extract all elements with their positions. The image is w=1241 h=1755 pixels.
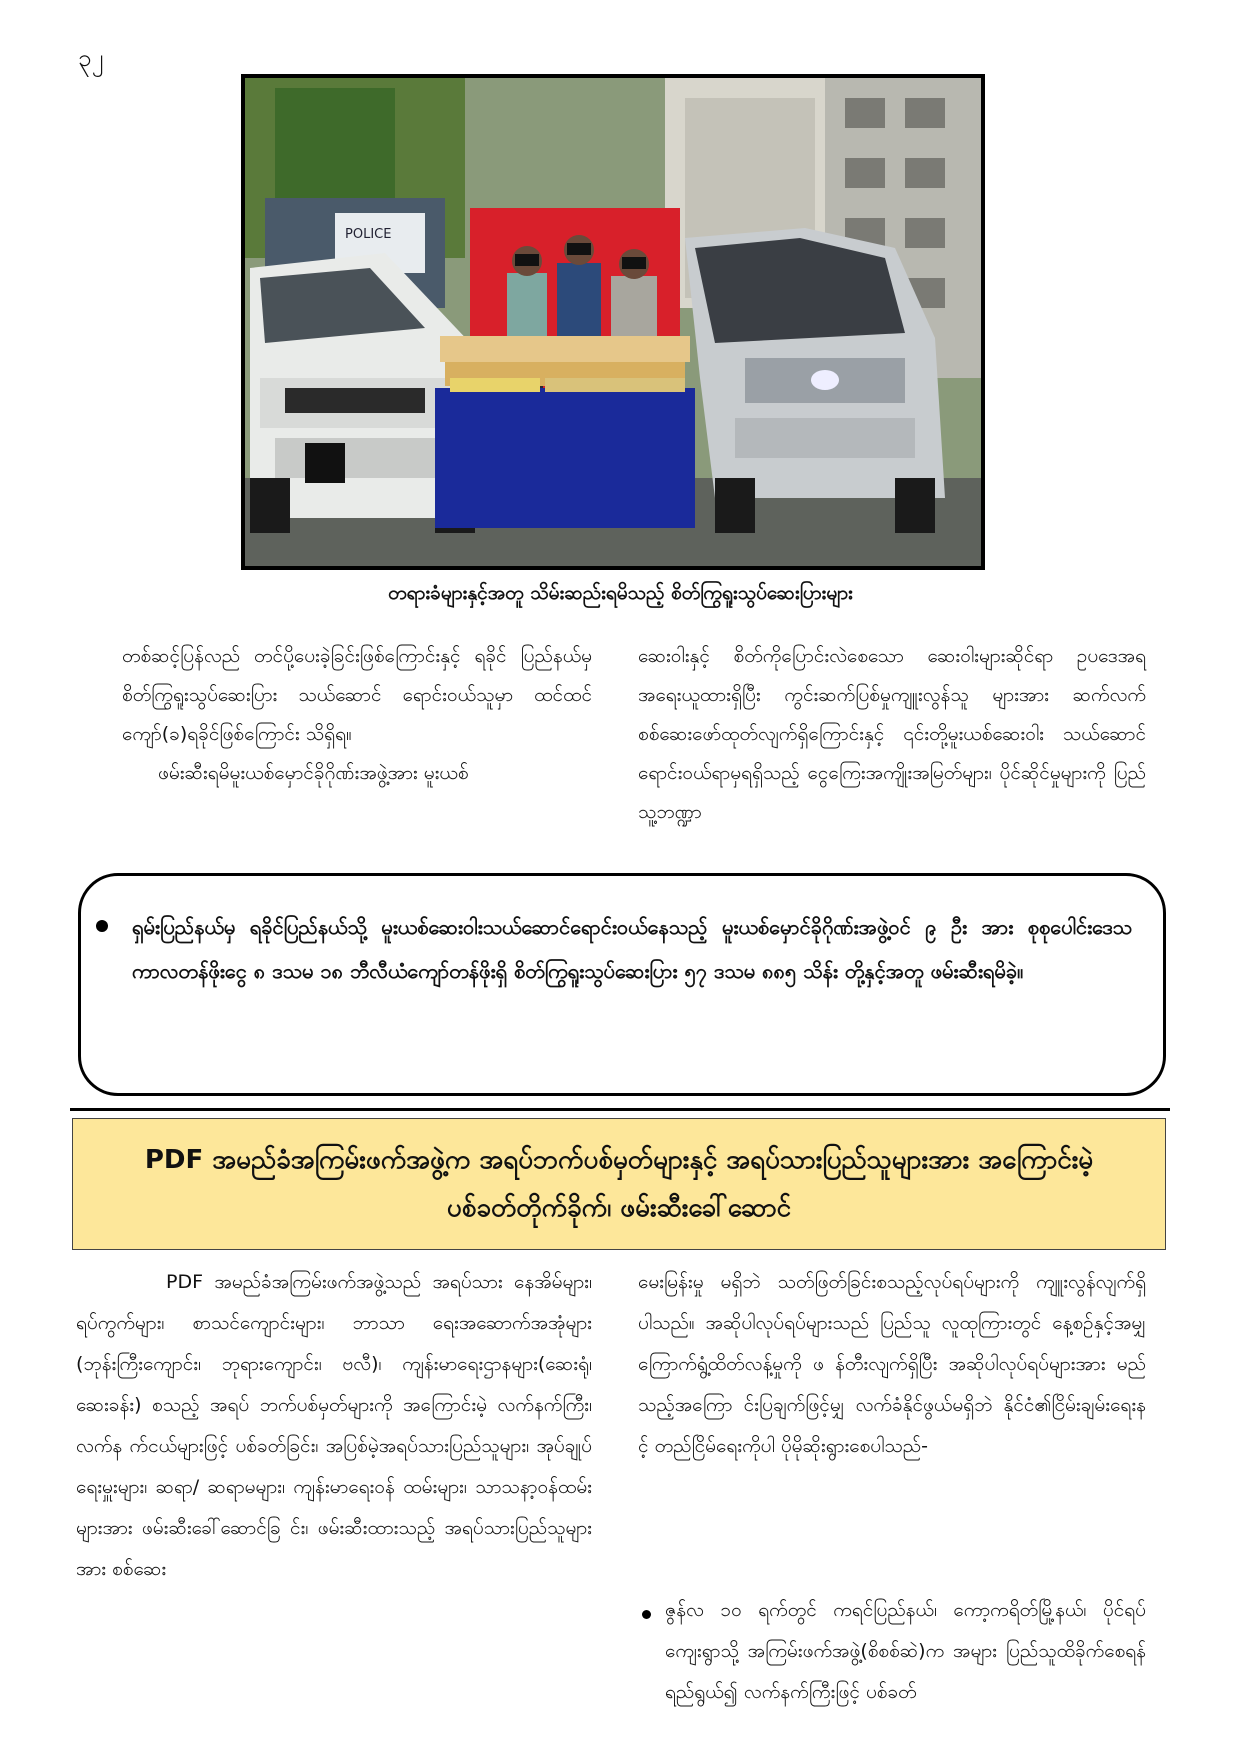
news-photo [241, 74, 985, 570]
article2-bullet-dot [642, 1610, 651, 1619]
highlight-text: ရှမ်းပြည်နယ်မှ ရခိုင်ပြည်နယ်သို့ မူးယစ်ဆေးဝါးသယ်ဆောင်ရောင်းဝယ်နေသည့် မူးယစ်မှောင်ခိုဂိုဏ်းအဖွဲ့ဝင် ၉ ဦး အား စုစုပေါင်းဒေသကာလတန်ဖိုးငွေ ၈ ဒသမ ၁၈ ဘီလီယံကျော်တန်ဖိုးရှိ စိတ်ကြွရူးသွပ်ဆေးပြား ၅၇ ဒသမ ၈၈၅ သိန်း တို့နှင့်အတူ ဖမ်းဆီးရမိခဲ့။ [132, 915, 1132, 983]
photo-illustration [245, 78, 981, 566]
seized-packages [440, 336, 690, 392]
article1-left-para-1: တစ်ဆင့်ပြန်လည် တင်ပို့ပေးခဲ့ခြင်းဖြစ်ကြောင်းနှင့် ရခိုင် ပြည်နယ်မှ စိတ်ကြွရူးသွပ်ဆေးပြား သယ်ဆောင် ရောင်းဝယ်သူမှာ ထင်ထင်ကျော်(ခ)ရခိုင်ဖြစ်ကြောင်း သိရှိရ။ [122, 645, 592, 745]
headline-box [72, 1118, 1166, 1250]
article2-right-para: မေးမြန်းမှု မရှိဘဲ သတ်ဖြတ်ခြင်းစသည့်လုပ်ရပ်များကို ကျူးလွန်လျက်ရှိပါသည်။ အဆိုပါလုပ်ရပ်များသည် ပြည်သူ လူထုကြားတွင် နေ့စဉ်နှင့်အမျှ ကြောက်ရွံ့ထိတ်လန့်မှုကို ဖ န်တီးလျက်ရှိပြီး အဆိုပါလုပ်ရပ်များအား မည်သည့်အကြော င်းပြချက်ဖြင့်မျှ လက်ခံနိုင်ဖွယ်မရှိဘဲ နိုင်ငံ၏ငြိမ်းချမ်းရေးန င့် တည်ငြိမ်ရေးကိုပါ ပိုမိုဆိုးရွားစေပါသည်- [638, 1271, 1146, 1457]
article1-right-column [638, 637, 1146, 832]
headline-title: PDF အမည်ခံအကြမ်းဖက်အဖွဲ့က အရပ်ဘက်ပစ်မှတ်များနှင့် အရပ်သားပြည်သူများအား အကြောင်းမဲ့ ပစ်ခတ်တိုက်ခိုက်၊ ဖမ်းဆီးခေါ်ဆောင် [144, 1145, 1094, 1223]
section-divider [70, 1108, 1170, 1111]
photo-caption: တရားခံများနှင့်အတူ သိမ်းဆည်းရမိသည့် စိတ်ကြွရူးသွပ်ဆေးပြားများ [388, 582, 853, 604]
police-label: POLICE [345, 227, 392, 242]
article2-left-para: PDF အမည်ခံအကြမ်းဖက်အဖွဲ့သည် အရပ်သား နေအိမ်များ၊ ရပ်ကွက်များ၊ စာသင်ကျောင်းများ၊ ဘာသာ ရေးအဆောက်အအုံများ (ဘုန်းကြီးကျောင်း၊ ဘုရားကျောင်း၊ ဗလီ)၊ ကျန်းမာရေးဌာနများ(ဆေးရုံ၊ ဆေးခန်း) စသည့် အရပ် ဘက်ပစ်မှတ်များကို အကြောင်းမဲ့ လက်နက်ကြီး၊ လက်န က်ငယ်များဖြင့် ပစ်ခတ်ခြင်း၊ အပြစ်မဲ့အရပ်သားပြည်သူများ၊ အုပ်ချုပ် ရေးမှူးများ၊ ဆရာ/ ဆရာမများ၊ ကျန်းမာရေးဝန် ထမ်းများ၊ သာသနာ့ဝန်ထမ်းများအား ဖမ်းဆီးခေါ်ဆောင်ခြ င်း၊ ဖမ်းဆီးထားသည့် အရပ်သားပြည်သူများအား စစ်ဆေး [76, 1271, 592, 1580]
article1-left-column [122, 637, 592, 793]
highlight-bullet [96, 920, 108, 932]
article2-left-column [76, 1262, 592, 1590]
article2-bullet-text: ဇွန်လ ၁၀ ရက်တွင် ကရင်ပြည်နယ်၊ ကော့ကရိတ်မြို့နယ်၊ ပိုင်ရပ်ကျေးရွာသို့ အကြမ်းဖက်အဖွဲ့(စိစစ်ဆဲ)က အများ ပြည်သူထိခိုက်စေရန်ရည်ရွယ်၍ လက်နက်ကြီးဖြင့် ပစ်ခတ် [665, 1599, 1146, 1703]
silver-van [685, 228, 945, 533]
page-number: ၃၂ [78, 44, 104, 72]
article2-right-column [638, 1262, 1146, 1467]
article1-right-para-1: ဆေးဝါးနှင့် စိတ်ကိုပြောင်းလဲစေသော ဆေးဝါးများဆိုင်ရာ ဥပဒေအရ အရေးယူထားရှိပြီး ကွင်းဆက်ပြစ်မှုကျူးလွန်သူ များအား ဆက်လက်စစ်ဆေးဖော်ထုတ်လျက်ရှိကြောင်းနှင့် ၎င်းတို့မူးယစ်ဆေးဝါး သယ်ဆောင်ရောင်းဝယ်ရာမှရရှိသည့် ငွေကြေးအကျိုးအမြတ်များ၊ ပိုင်ဆိုင်မှုများကို ပြည်သူ့ဘဏ္ဍာ [638, 645, 1146, 823]
article1-left-para-2: ဖမ်းဆီးရမိမူးယစ်မှောင်ခိုဂိုဏ်းအဖွဲ့အား မူးယစ် [158, 762, 469, 784]
